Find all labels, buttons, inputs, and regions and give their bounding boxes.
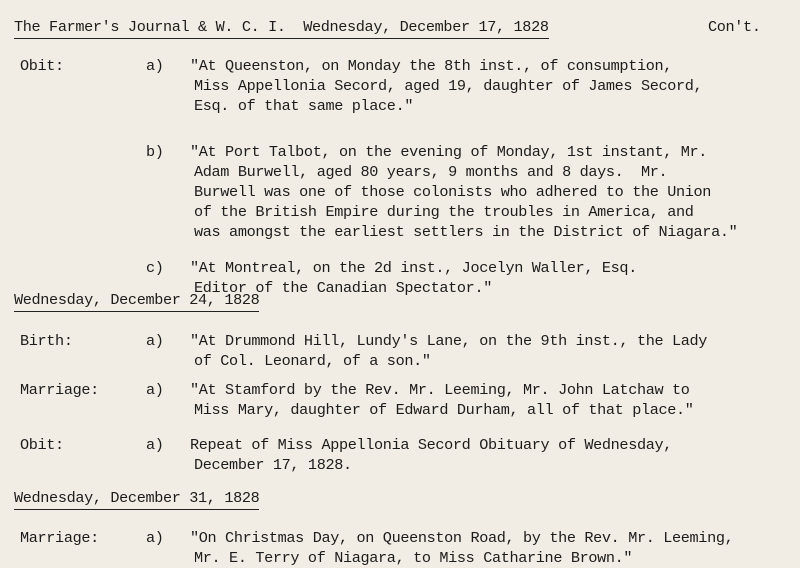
entry-text-line: "At Drummond Hill, Lundy's Lane, on the 9th inst., the Lady (190, 332, 708, 350)
entry-text-line: "At Queenston, on Monday the 8th inst., of consumption, (190, 57, 673, 75)
item-marker: a) (146, 529, 164, 547)
item-marker: a) (146, 436, 164, 454)
entry-label-marriage: Marriage: (20, 529, 99, 547)
item-marker: a) (146, 332, 164, 350)
item-marker: c) (146, 259, 164, 277)
journal-header-title: The Farmer's Journal & W. C. I. Wednesday, December 17, 1828 (14, 17, 549, 39)
entry-text-line: of Col. Leonard, of a son." (194, 352, 431, 370)
entry-text-line: was amongst the earliest settlers in the District of Niagara." (194, 223, 738, 241)
entry-text-line: Miss Appellonia Secord, aged 19, daughter of James Secord, (194, 77, 703, 95)
entry-text-line: "At Port Talbot, on the evening of Monday, 1st instant, Mr. (190, 143, 708, 161)
entry-label-marriage: Marriage: (20, 381, 99, 399)
section-heading: Wednesday, December 24, 1828 (14, 290, 259, 312)
entry-text-line: Repeat of Miss Appellonia Secord Obituary of Wednesday, (190, 436, 673, 454)
entry-label-obit: Obit: (20, 436, 64, 454)
entry-text-line: Adam Burwell, aged 80 years, 9 months and 8 days. Mr. (194, 163, 668, 181)
entry-text-line: Esq. of that same place." (194, 97, 414, 115)
item-marker: a) (146, 57, 164, 75)
entry-text-line: Burwell was one of those colonists who adhered to the Union (194, 183, 712, 201)
entry-text-line: December 17, 1828. (194, 456, 352, 474)
entry-label-birth: Birth: (20, 332, 73, 350)
entry-text-line: "At Stamford by the Rev. Mr. Leeming, Mr. John Latchaw to (190, 381, 690, 399)
entry-text-line: Mr. E. Terry of Niagara, to Miss Catharine Brown." (194, 549, 633, 567)
item-marker: b) (146, 143, 164, 161)
continued-note: Con't. (708, 18, 761, 36)
entry-text-line: Miss Mary, daughter of Edward Durham, all of that place." (194, 401, 694, 419)
entry-label-obit: Obit: (20, 57, 64, 75)
entry-text-line: of the British Empire during the troubles in America, and (194, 203, 694, 221)
entry-text-line: Editor of the Canadian Spectator." (194, 279, 492, 297)
entry-text-line: "At Montreal, on the 2d inst., Jocelyn Waller, Esq. (190, 259, 637, 277)
section-heading: Wednesday, December 31, 1828 (14, 488, 259, 510)
entry-text-line: "On Christmas Day, on Queenston Road, by the Rev. Mr. Leeming, (190, 529, 734, 547)
item-marker: a) (146, 381, 164, 399)
